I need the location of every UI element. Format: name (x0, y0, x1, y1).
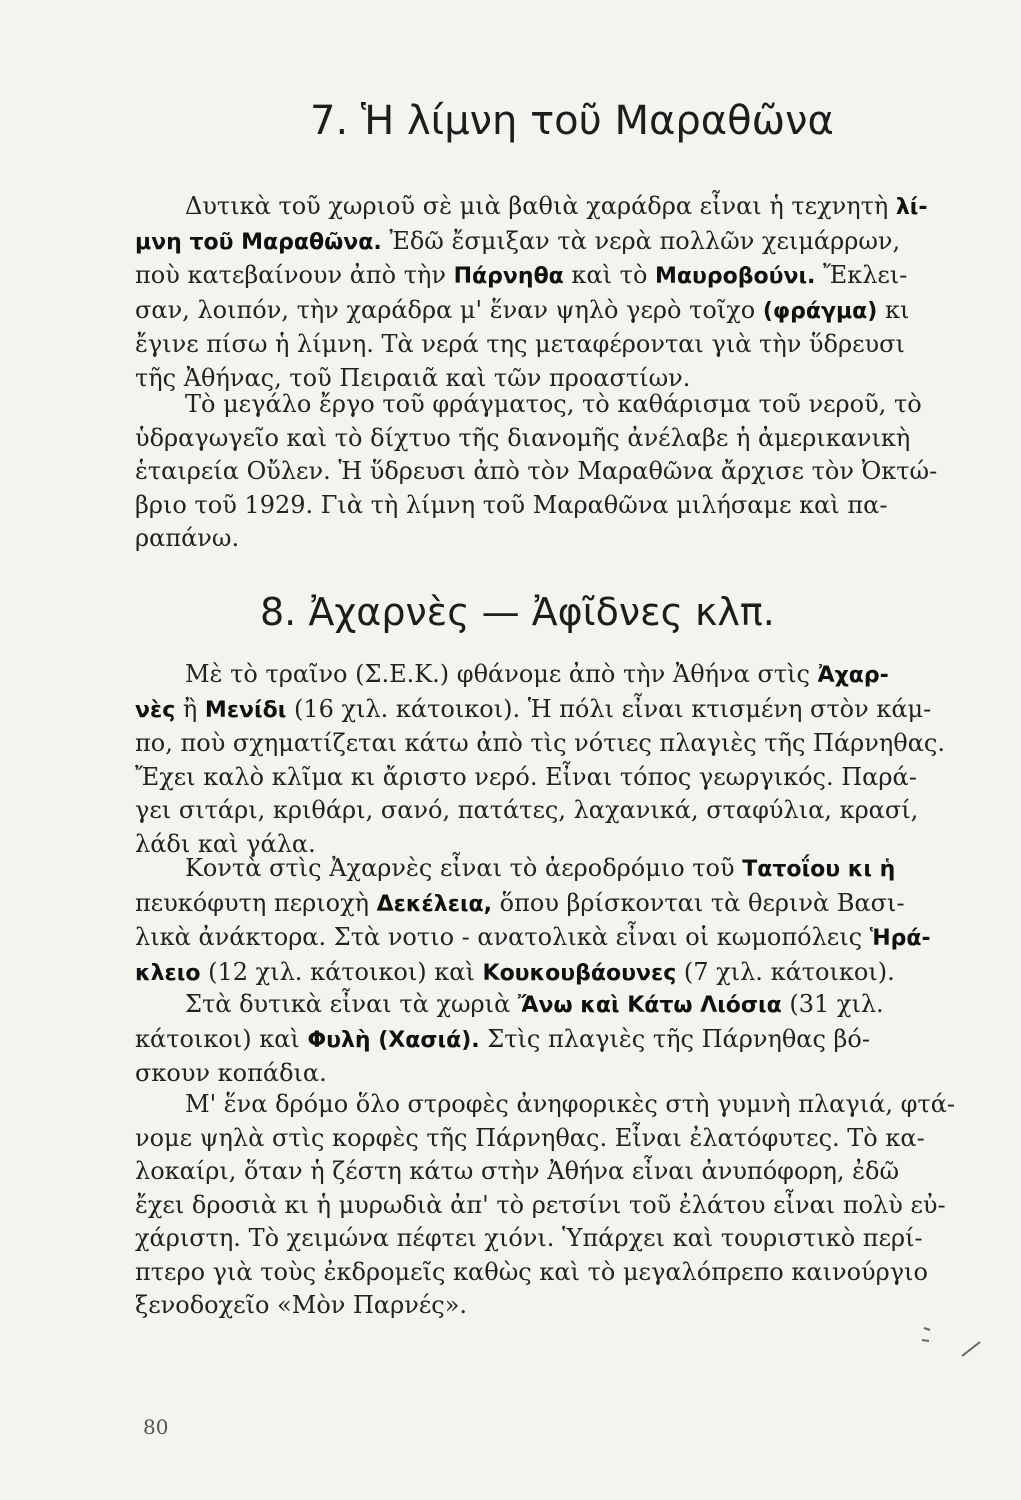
bold-term: Πάρνηθα (453, 264, 564, 289)
text-line: Τὸ μεγάλο ἔργο τοῦ φράγματος, τὸ καθάρισμα τοῦ νεροῦ, τὸ (185, 390, 922, 418)
text-line: χάριστη. Τὸ χειμώνα πέφτει χιόνι. Ὑπάρχει καὶ τουριστικὸ περί- (135, 1224, 923, 1252)
text-line: πο, ποὺ σχηματίζεται κάτω ἀπὸ τὶς νότιες πλαγιὲς τῆς Πάρνηθας. (135, 729, 945, 757)
text-line (135, 225, 975, 260)
text-span: Δυτικὰ τοῦ χωριοῦ σὲ μιὰ βαθιὰ χαράδρα εἶναι ἡ τεχνητὴ (185, 192, 896, 220)
text-span: (7 χιλ. κάτοικοι). (676, 957, 895, 986)
text-span: κι (877, 295, 910, 324)
text-line (135, 693, 975, 728)
text-line: ξενοδοχεῖο «Μὸν Παρνές». (135, 1291, 468, 1319)
text-line (135, 956, 975, 991)
paragraph-parnitha-road (135, 1088, 975, 1323)
bold-term: (φράγμα) (762, 298, 878, 324)
text-span: (12 χιλ. κάτοικοι) καὶ (200, 957, 483, 986)
paragraph-lake-description (135, 190, 975, 395)
bold-term: Ἡρά- (869, 926, 931, 951)
bold-term: Μαυροβούνι. (655, 264, 816, 289)
text-span: Ἐδῶ ἔσμιξαν τὰ νερὰ πολλῶν χειμάρρων, (381, 226, 901, 255)
text-line: τῆς Ἀθήνας, τοῦ Πειραιᾶ καὶ τῶν προαστίων. (135, 363, 691, 392)
text-line (135, 259, 975, 294)
bold-term: Ἄνω καὶ Κάτω Λιόσια (517, 993, 782, 1018)
paragraph-tatoi-dekeleia (135, 852, 975, 990)
bold-term: κλειο (135, 960, 201, 986)
text-line (135, 852, 975, 887)
bold-term: λί- (895, 195, 928, 220)
text-span: (16 χιλ. κάτοικοι). Ἡ πόλι εἶναι κτισμένη στὸν κάμ- (286, 694, 932, 723)
text-line (135, 658, 975, 693)
text-span: Κοντὰ στὶς Ἀχαρνὲς εἶναι τὸ ἀεροδρόμιο τοῦ (185, 854, 743, 882)
text-span: λικὰ ἀνάκτορα. Στὰ νοτιο - ανατολικὰ εἶναι οἱ κωμοπόλεις (135, 923, 870, 951)
page-number: 80 (143, 1415, 169, 1439)
text-span: κάτοικοι) καὶ (135, 1024, 308, 1053)
text-span: ἢ (175, 694, 205, 723)
text-line (135, 921, 975, 956)
text-line: ραπάνω. (135, 524, 240, 552)
bold-term: Κουκουβάουνες (482, 960, 677, 986)
text-span: πευκόφυτη περιοχὴ (135, 888, 377, 917)
text-line: πτερο γιὰ τοὺς ἐκδρομεῖς καθὼς καὶ τὸ μεγαλόπρεπο καινούργιο (135, 1257, 928, 1286)
text-span: σαν, λοιπόν, τὴν χαράδρα μ' ἕναν ψηλὸ γερὸ τοῖχο (135, 295, 763, 324)
bold-term: Δεκέλεια, (376, 891, 493, 917)
text-line (135, 887, 975, 922)
bold-term: Μενίδι (204, 697, 287, 723)
text-line (135, 294, 975, 329)
bold-term: νὲς (135, 697, 176, 723)
pencil-mark (912, 1300, 982, 1360)
paragraph-liosia-fyli (135, 988, 975, 1091)
text-line: νομε ψηλὰ στὶς κορφὲς τῆς Πάρνηθας. Εἶναι ἐλατόφυτες. Τὸ κα- (135, 1123, 925, 1152)
text-line (135, 190, 975, 225)
bold-term: Τατοΐου κι ἡ (742, 857, 896, 882)
text-span: ποὺ κατεβαίνουν ἀπὸ τὴν (135, 261, 454, 289)
text-span: Στὶς πλαγιὲς τῆς Πάρνηθας βό- (479, 1024, 870, 1053)
text-line: σκουν κοπάδια. (135, 1059, 327, 1087)
paragraph-dam-works (135, 388, 975, 556)
text-span: Ἔκλει- (815, 261, 908, 289)
bold-term: Φυλὴ (Χασιά). (307, 1027, 480, 1053)
text-line (135, 988, 975, 1023)
text-span: καὶ τὸ (563, 261, 656, 289)
text-line: ἔγινε πίσω ἡ λίμνη. Τὰ νερά της μεταφέρονται γιὰ τὴν ὕδρευσι (135, 330, 905, 358)
text-line: λάδι καὶ γάλα. (135, 829, 316, 858)
section-heading-lake-marathon: 7. Ἡ λίμνη τοῦ Μαραθῶνα (310, 98, 834, 144)
text-line: λοκαίρι, ὅταν ἡ ζέστη κάτω στὴν Ἀθήνα εἶναι ἀνυπόφορη, ἐδῶ (135, 1157, 900, 1185)
text-line: Ἔχει καλὸ κλῖμα κι ἄριστο νερό. Εἶναι τόπος γεωργικός. Παρά- (135, 762, 917, 791)
text-span: (31 χιλ. (781, 990, 884, 1018)
text-line: ἔχει δροσιὰ κι ἡ μυρωδιὰ ἀπ' τὸ ρετσίνι τοῦ ἐλάτου εἶναι πολὺ εὐ- (135, 1190, 946, 1219)
section-heading-acharnes: 8. Ἀχαρνὲς — Ἀφῖδνες κλπ. (260, 590, 775, 634)
bold-term: μνη τοῦ Μαραθῶνα. (135, 229, 382, 255)
text-line (135, 1023, 975, 1058)
bold-term: Ἀχαρ- (817, 663, 889, 688)
text-line: ἑταιρεία Οὔλεν. Ἡ ὕδρευσι ἀπὸ τὸν Μαραθῶνα ἄρχισε τὸν Ὀκτώ- (135, 457, 938, 485)
text-line: γει σιτάρι, κριθάρι, σανό, πατάτες, λαχανικά, σταφύλια, κρασί, (135, 796, 919, 824)
text-span: ὅπου βρίσκονται τὰ θερινὰ Βασι- (492, 888, 905, 917)
text-line: Μ' ἕνα δρόμο ὅλο στροφὲς ἀνηφορικὲς στὴ γυμνὴ πλαγιά, φτά- (185, 1090, 956, 1118)
text-line: βριο τοῦ 1929. Γιὰ τὴ λίμνη τοῦ Μαραθῶνα μιλήσαμε καὶ πα- (135, 490, 888, 519)
text-span: Μὲ τὸ τραῖνο (Σ.Ε.Κ.) φθάνομε ἀπὸ τὴν Ἀθήνα στὶς (185, 660, 818, 688)
paragraph-acharnes (135, 658, 975, 861)
text-line: ὑδραγωγεῖο καὶ τὸ δίχτυο τῆς διανομῆς ἀνέλαβε ἡ ἀμερικανικὴ (135, 423, 911, 452)
text-span: Στὰ δυτικὰ εἶναι τὰ χωριὰ (185, 990, 518, 1018)
